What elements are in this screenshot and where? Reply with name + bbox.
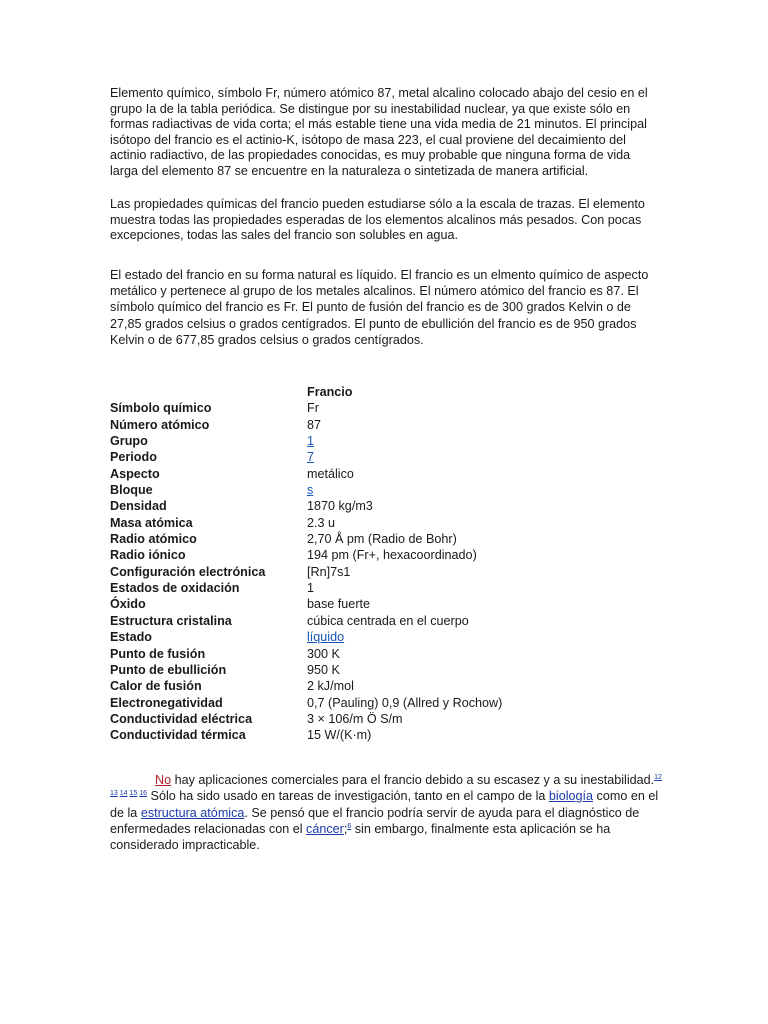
property-value-cell (307, 727, 502, 743)
property-name: Densidad (110, 499, 167, 514)
property-value-cell (307, 466, 502, 482)
property-value: cúbica centrada en el cuerpo (307, 613, 469, 628)
property-name: Radio iónico (110, 548, 186, 563)
link-cancer[interactable]: cáncer (306, 821, 344, 836)
property-name: Bloque (110, 483, 153, 498)
text-segment-3: como en el de la (110, 789, 659, 820)
property-value: 300 K (307, 646, 340, 661)
table-row (110, 727, 502, 743)
property-value-cell (307, 629, 502, 645)
link-no[interactable]: No (155, 773, 172, 787)
table-row (110, 695, 502, 711)
table-row (110, 531, 502, 547)
table-row (110, 498, 502, 514)
property-value: 950 K (307, 662, 340, 677)
property-value-cell (307, 400, 502, 416)
paragraph-intro: Elemento químico, símbolo Fr, número atómico 87, metal alcalino colocado abajo del cesio en el grupo Ia de la tabla periódica. Se distingue por su inestabilidad nuclear, ya que existe sólo en formas radiactivas de vida corta; el más estable tiene una vida media de 21 minutos. El principal isótopo del francio es el actinio-K, isótopo de masa 223, el cual proviene del decaimiento del actinio radiactivo, de las propiedades conocidas, es muy probable que ninguna forma de vida larga del elemento 87 se encuentre en la naturaleza o sintetizada de manera artificial. (110, 86, 648, 178)
property-value-cell (307, 613, 502, 629)
property-value: 194 pm (Fr+, hexacoordinado) (307, 548, 477, 563)
property-value-cell (307, 482, 502, 498)
property-name: Punto de fusión (110, 646, 206, 661)
paragraph-natural-state: El estado del francio en su forma natural es líquido. El francio es un elmento químico de aspecto metálico y pertenece al grupo de los metales alcalinos. El número atómico del francio es 87. El símbolo químico del francio es Fr. El punto de fusión del francio es de 300 grados Kelvin o de 27,85 grados celsius o grados centígrados. El punto de ebullición del francio es de 950 grados Kelvin o de 677,85 grados celsius o grados centígrados. (110, 268, 649, 347)
property-value-link[interactable]: 1 (307, 434, 315, 449)
properties-table (110, 384, 502, 744)
property-name: Configuración electrónica (110, 564, 266, 579)
property-value-cell (307, 417, 502, 433)
property-name: Número atómico (110, 417, 210, 432)
property-value: 2 kJ/mol (307, 679, 354, 694)
ref-link[interactable]: 15 (129, 790, 138, 798)
property-name: Aspecto (110, 466, 160, 481)
property-value: 3 × 106/m Ö S/m (307, 711, 403, 726)
table-row (110, 646, 502, 662)
property-value: metálico (307, 466, 354, 481)
table-header-title: Francio (307, 385, 353, 399)
table-row (110, 515, 502, 531)
text-segment-2: Sólo ha sido usado en tareas de investigación, tanto en el campo de la (147, 789, 549, 804)
property-name: Estados de oxidación (110, 581, 240, 596)
table-row (110, 662, 502, 678)
table-row (110, 449, 502, 465)
property-name: Radio atómico (110, 532, 197, 547)
property-value-cell (307, 531, 502, 547)
ref-link-cancer[interactable]: 6 (347, 822, 352, 830)
table-row (110, 417, 502, 433)
property-value-cell (307, 678, 502, 694)
property-value-cell (307, 646, 502, 662)
property-value-cell (307, 564, 502, 580)
table-row (110, 400, 502, 416)
table-header-empty (110, 384, 307, 400)
property-name: Estructura cristalina (110, 613, 232, 628)
link-estructura-atomica[interactable]: estructura atómica (140, 805, 245, 820)
text-segment-1: hay aplicaciones comerciales para el francio debido a su escasez y a su inestabilidad. (171, 773, 655, 787)
property-name: Conductividad térmica (110, 728, 246, 743)
ref-link[interactable]: 14 (119, 790, 128, 798)
table-row (110, 547, 502, 563)
table-row (110, 711, 502, 727)
property-name: Símbolo químico (110, 401, 212, 416)
property-value: 1870 kg/m3 (307, 499, 373, 514)
table-row (110, 613, 502, 629)
property-value: 87 (307, 417, 322, 432)
property-value-link[interactable]: 7 (307, 450, 315, 465)
table-row (110, 580, 502, 596)
table-row (110, 596, 502, 612)
property-name: Punto de ebullición (110, 662, 227, 677)
property-value-cell (307, 596, 502, 612)
property-name: Grupo (110, 434, 148, 449)
property-value-cell (307, 498, 502, 514)
property-value: Fr (307, 401, 319, 416)
property-value-cell (307, 695, 502, 711)
paragraph-chemical-properties: Las propiedades químicas del francio pueden estudiarse sólo a la escala de trazas. El elemento muestra todas las propiedades esperadas de los elementos alcalinos más pesados. Con pocas excepciones, todas las sales del francio son solubles en agua. (110, 197, 645, 243)
property-value-cell (307, 449, 502, 465)
property-name: Calor de fusión (110, 679, 202, 694)
property-value: 15 W/(K·m) (307, 728, 372, 743)
property-value-cell (307, 433, 502, 449)
property-value-cell (307, 711, 502, 727)
property-name: Electronegatividad (110, 695, 223, 710)
property-value: 2,70 Å pm (Radio de Bohr) (307, 532, 457, 547)
table-row (110, 466, 502, 482)
property-value-cell (307, 662, 502, 678)
property-value: 1 (307, 581, 315, 596)
property-value: 2.3 u (307, 515, 336, 530)
property-value: base fuerte (307, 597, 371, 612)
text-segment-5: sin embargo, finalmente esta aplicación se ha considerado impracticable. (110, 821, 611, 853)
table-header-row (110, 384, 502, 400)
text-segment-4: . Se pensó que el francio podría servir de ayuda para el diagnóstico de enfermedades relacionadas con el (110, 805, 640, 836)
property-value: [Rn]7s1 (307, 564, 351, 579)
property-value-link[interactable]: líquido (307, 630, 345, 645)
property-value: 0,7 (Pauling) 0,9 (Allred y Rochow) (307, 695, 503, 710)
link-biologia[interactable]: biología (548, 789, 594, 804)
table-row (110, 629, 502, 645)
property-name: Masa atómica (110, 515, 193, 530)
property-name: Conductividad eléctrica (110, 711, 253, 726)
semicolon: ; (343, 821, 348, 836)
property-name: Estado (110, 630, 152, 645)
properties-table-body (110, 400, 502, 743)
property-name: Periodo (110, 450, 157, 465)
property-value-cell (307, 580, 502, 596)
property-value-link[interactable]: s (307, 483, 314, 498)
ref-link[interactable]: 16 (139, 790, 148, 798)
ref-link[interactable]: 12 (654, 773, 662, 781)
table-row (110, 482, 502, 498)
table-row (110, 678, 502, 694)
ref-link[interactable]: 13 (110, 790, 118, 798)
property-value-cell (307, 547, 502, 563)
paragraph-applications (110, 772, 662, 853)
property-name: Óxido (110, 597, 146, 612)
table-row (110, 564, 502, 580)
table-row (110, 433, 502, 449)
property-value-cell (307, 515, 502, 531)
